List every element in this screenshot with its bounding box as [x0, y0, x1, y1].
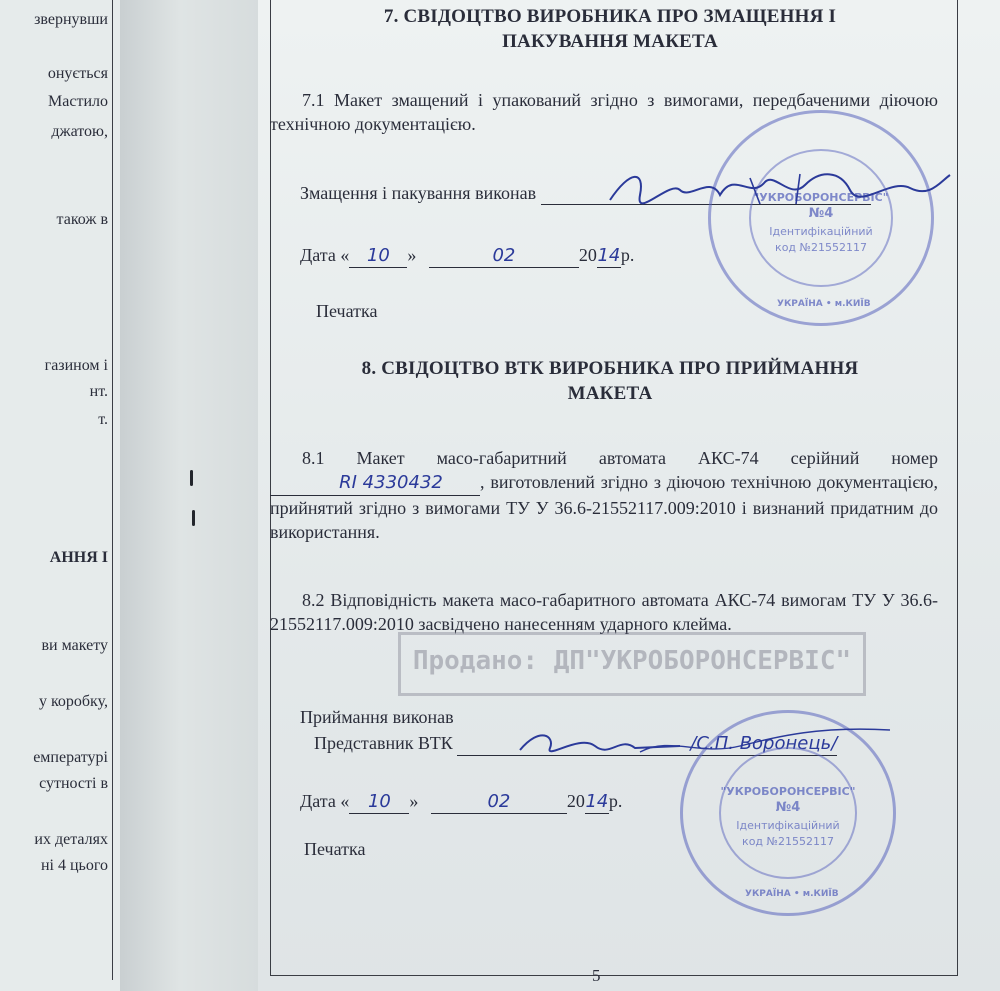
left-page-fragment: [0, 0, 121, 991]
date-mid: »: [407, 245, 417, 265]
p81-text-b: , виготовлений згідно з діючою технічною документацією, прийнятий згідно з вимогами ТУ У 36.6-21552117.009:2010 і визнаний придатним до використання.: [270, 472, 938, 542]
binding-mark: [192, 510, 195, 526]
page-number: 5: [592, 966, 601, 985]
date-prefix: Дата «: [300, 245, 350, 265]
done-by-label: Змащення і пакування виконав: [300, 183, 537, 203]
date-month: 02: [431, 791, 567, 814]
seal-line2: №4: [808, 206, 834, 221]
rep-signature: /С.П. Воронець/: [457, 733, 837, 756]
left-page-text-fragment: Мастило: [48, 93, 108, 110]
left-page-text-fragment: их деталях: [34, 831, 108, 848]
left-page-text-fragment: ви макету: [41, 637, 108, 654]
section7-heading-line1: 7. СВІДОЦТВО ВИРОБНИКА ПРО ЗМАЩЕННЯ І: [383, 6, 837, 27]
section8-seal-label: Печатка: [304, 839, 366, 859]
left-page-text-fragment: емпературі: [33, 749, 108, 766]
date-year: 14: [585, 791, 609, 812]
section8-paragraph-1: [270, 446, 938, 544]
section7-heading: [270, 4, 950, 54]
binding-mark: [190, 470, 193, 486]
left-page-text-fragment: т.: [98, 411, 108, 428]
signature-packing: [600, 160, 960, 220]
left-page-text-fragment: газином і: [44, 357, 108, 374]
left-page-text-fragment: ні 4 цього: [40, 857, 108, 874]
seal-line2: №4: [775, 800, 801, 815]
left-page-text-fragment: джатою,: [51, 123, 108, 140]
date-year-prefix: 20: [578, 245, 597, 265]
sold-stamp: Продано: ДП"УКРОБОРОНСЕРВІС": [398, 632, 866, 696]
seal-line3: Ідентифікаційний: [769, 225, 873, 238]
date-year: 14: [597, 245, 621, 266]
section7-date: [300, 244, 634, 268]
left-page-text-fragment: АННЯ І: [49, 549, 108, 566]
seal-line3: Ідентифікаційний: [736, 819, 840, 832]
date-suffix: р.: [608, 791, 623, 811]
date-prefix: Дата «: [300, 791, 350, 811]
section8-heading: [270, 356, 950, 406]
date-year-prefix: 20: [566, 791, 585, 811]
date-month: 02: [429, 245, 579, 268]
signature-qc: [500, 716, 900, 766]
section8-paragraph-2: 8.2 Відповідність макета масо-габаритного автомата АКС-74 вимогам ТУ У 36.6-21552117.009:2010 засвідчено нанесенням ударного клейма.: [270, 590, 938, 634]
page-gutter: [120, 0, 270, 991]
left-page-text-fragment: звернувши: [34, 11, 108, 28]
date-day: 10: [349, 245, 407, 268]
seal-line1: "УКРОБОРОНСЕРВІС": [753, 191, 889, 204]
left-page-text-fragment: у коробку,: [38, 693, 108, 710]
seal-bottom-ring: УКРАЇНА • м.КИЇВ: [745, 889, 839, 899]
accepted-label: Приймання виконав: [300, 707, 454, 727]
rep-label: Представник ВТК: [314, 733, 453, 753]
section8-date: [300, 790, 622, 814]
serial-number: RI 4330432: [270, 471, 480, 496]
section7-seal-label: Печатка: [316, 301, 378, 321]
section7-heading-line2: ПАКУВАННЯ МАКЕТА: [502, 31, 718, 52]
date-day: 10: [349, 791, 409, 814]
section8-heading-line2: МАКЕТА: [567, 383, 653, 404]
left-page-text-fragment: сутності в: [39, 775, 108, 792]
p81-text-a: 8.1 Макет масо-габаритний автомата АКС-74 серійний номер: [302, 448, 938, 468]
seal-line4: код №21552117: [742, 835, 834, 848]
date-suffix: р.: [620, 245, 635, 265]
date-mid: »: [409, 791, 419, 811]
seal-line1: "УКРОБОРОНСЕРВІС": [720, 785, 856, 798]
left-page-text-fragment: також в: [56, 211, 108, 228]
left-page-text-fragment: онується: [47, 65, 108, 82]
seal-bottom-ring: УКРАЇНА • м.КИЇВ: [777, 299, 871, 309]
left-page-text-fragment: нт.: [89, 383, 108, 400]
section8-heading-line1: 8. СВІДОЦТВО ВТК ВИРОБНИКА ПРО ПРИЙМАННЯ: [361, 358, 859, 379]
section7-paragraph: 7.1 Макет змащений і упакований згідно з вимогами, передбаченими діючою технічною документацією.: [270, 90, 938, 134]
seal-line4: код №21552117: [775, 241, 867, 254]
